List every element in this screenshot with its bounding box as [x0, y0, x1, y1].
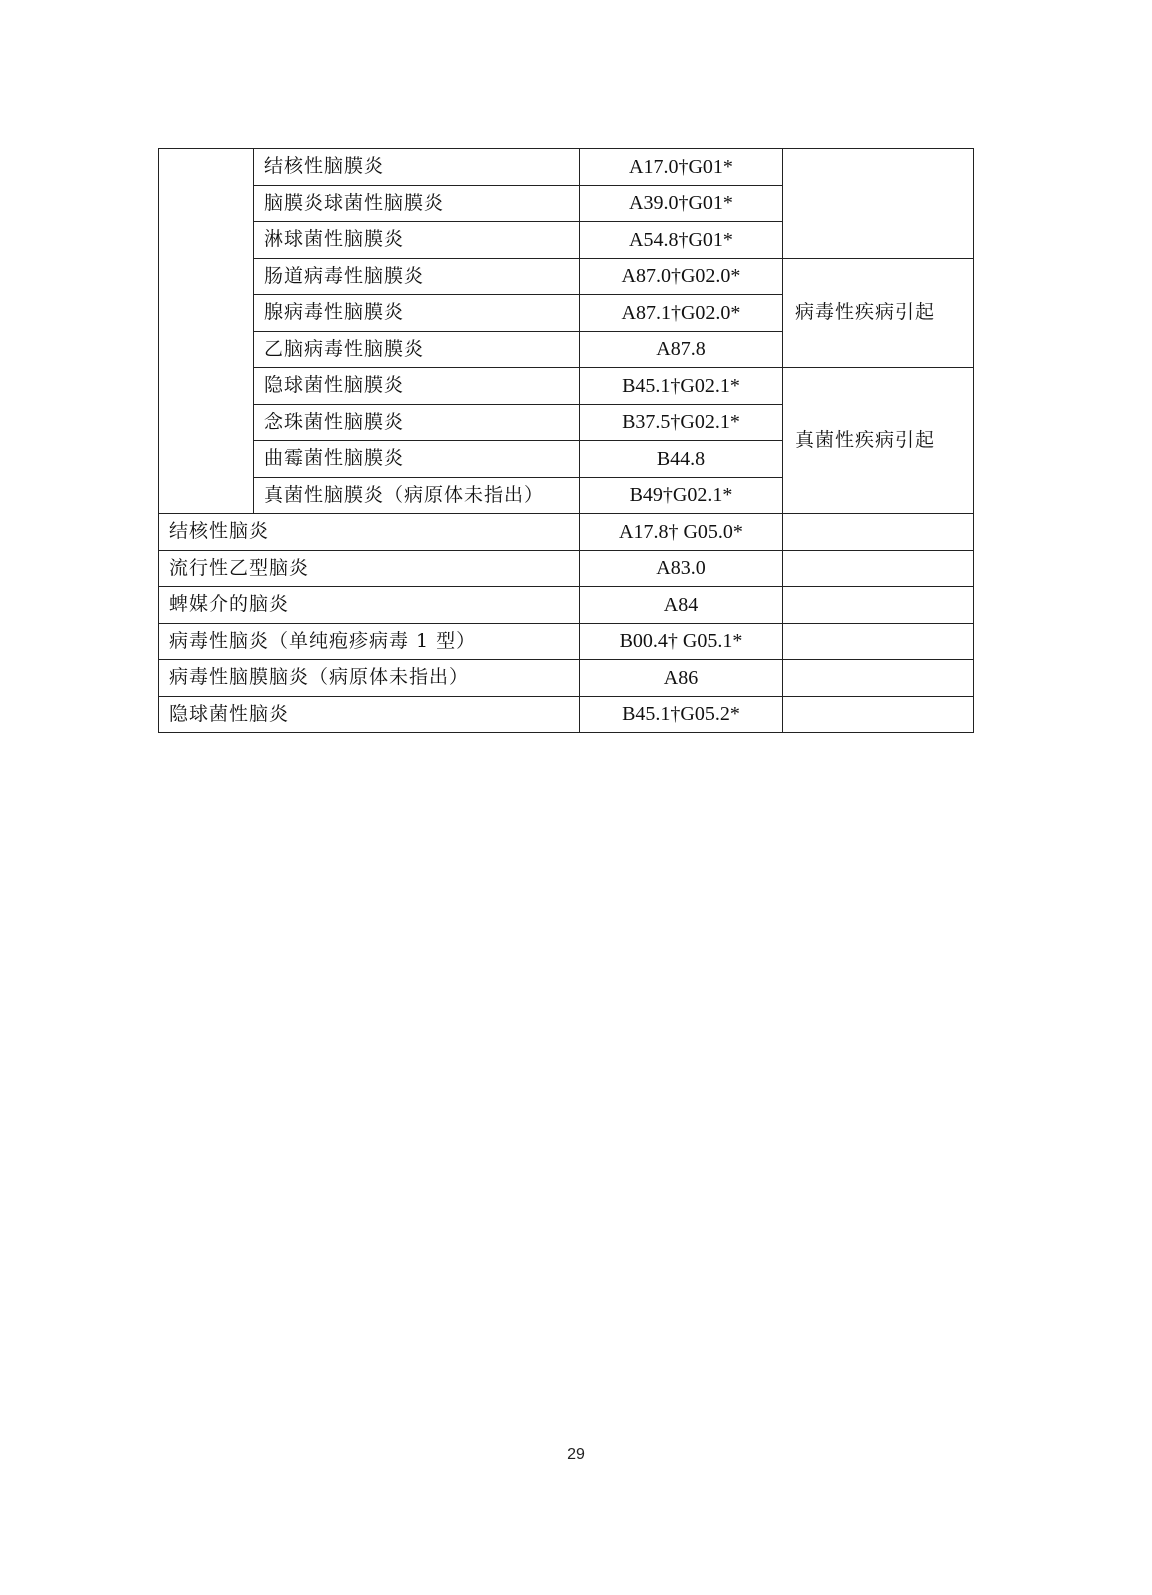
group-blank-cell — [159, 149, 254, 514]
disease-name: 流行性乙型脑炎 — [159, 550, 580, 587]
disease-name: 病毒性脑膜脑炎（病原体未指出） — [159, 660, 580, 697]
icd-code: A87.0†G02.0* — [580, 258, 783, 295]
disease-name: 腺病毒性脑膜炎 — [254, 295, 580, 332]
icd-code: B45.1†G05.2* — [580, 696, 783, 733]
icd-code: A39.0†G01* — [580, 185, 783, 222]
note-cell-empty — [783, 514, 974, 551]
icd-code: B00.4† G05.1* — [580, 623, 783, 660]
table-row — [159, 623, 974, 660]
icd-code: A84 — [580, 587, 783, 624]
icd-code: B49†G02.1* — [580, 477, 783, 514]
icd-code-table — [158, 148, 974, 733]
table-row — [159, 550, 974, 587]
table-row — [159, 514, 974, 551]
note-cell-empty — [783, 696, 974, 733]
disease-name: 蜱媒介的脑炎 — [159, 587, 580, 624]
disease-name: 淋球菌性脑膜炎 — [254, 222, 580, 259]
disease-name: 真菌性脑膜炎（病原体未指出） — [254, 477, 580, 514]
icd-code: B37.5†G02.1* — [580, 404, 783, 441]
disease-name: 隐球菌性脑膜炎 — [254, 368, 580, 405]
disease-name: 结核性脑炎 — [159, 514, 580, 551]
disease-name: 脑膜炎球菌性脑膜炎 — [254, 185, 580, 222]
disease-name: 隐球菌性脑炎 — [159, 696, 580, 733]
note-cell-empty — [783, 149, 974, 259]
disease-name: 曲霉菌性脑膜炎 — [254, 441, 580, 478]
page-number: 29 — [567, 1446, 585, 1463]
table-row — [159, 258, 974, 295]
icd-code: A87.8 — [580, 331, 783, 368]
table-row — [159, 587, 974, 624]
table-row — [159, 368, 974, 405]
icd-code: A17.8† G05.0* — [580, 514, 783, 551]
icd-code: A83.0 — [580, 550, 783, 587]
disease-name: 病毒性脑炎（单纯疱疹病毒 1 型） — [159, 623, 580, 660]
icd-code: A54.8†G01* — [580, 222, 783, 259]
disease-name: 念珠菌性脑膜炎 — [254, 404, 580, 441]
note-cell-empty — [783, 587, 974, 624]
icd-code: B44.8 — [580, 441, 783, 478]
icd-code: B45.1†G02.1* — [580, 368, 783, 405]
table-row — [159, 660, 974, 697]
table-row — [159, 696, 974, 733]
note-cell-empty — [783, 623, 974, 660]
note-cell-empty — [783, 550, 974, 587]
note-viral: 病毒性疾病引起 — [783, 258, 974, 368]
icd-code: A87.1†G02.0* — [580, 295, 783, 332]
disease-name: 结核性脑膜炎 — [254, 149, 580, 186]
icd-code: A17.0†G01* — [580, 149, 783, 186]
table-row — [159, 149, 974, 186]
disease-name: 乙脑病毒性脑膜炎 — [254, 331, 580, 368]
icd-code: A86 — [580, 660, 783, 697]
note-cell-empty — [783, 660, 974, 697]
disease-name: 肠道病毒性脑膜炎 — [254, 258, 580, 295]
note-fungal: 真菌性疾病引起 — [783, 368, 974, 514]
